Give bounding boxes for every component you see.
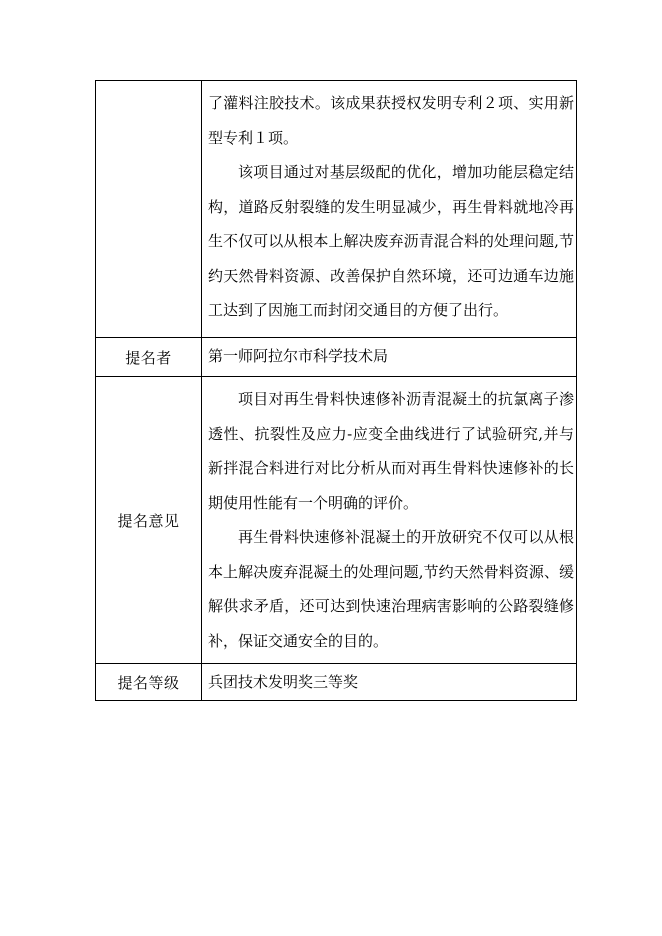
opinion-paragraph-1: 项目对再生骨料快速修补沥青混凝土的抗氯离子渗透性、抗裂性及应力-应变全曲线进行了试验研究,并与新拌混合料进行对比分析从而对再生骨料快速修补的长期使用性能有一个明确的评价。 (208, 390, 574, 512)
table-row-nominator (96, 338, 577, 377)
nominator-value: 第一师阿拉尔市科学技术局 (202, 338, 577, 377)
table-row-opinion (96, 377, 577, 664)
continuation-content-cell (202, 81, 577, 338)
opinion-content-cell (202, 377, 577, 664)
level-value: 兵团技术发明奖三等奖 (202, 664, 577, 701)
continuation-paragraph-2: 该项目通过对基层级配的优化，增加功能层稳定结构，道路反射裂缝的发生明显减少，再生骨料就地冷再生不仅可以从根本上解决废弃沥青混合料的处理问题,节约天然骨料资源、改善保护自然环境，还可边通车边施工达到了因施工而封闭交通目的方便了出行。 (208, 163, 574, 319)
opinion-paragraph-2: 再生骨料快速修补混凝土的开放研究不仅可以从根本上解决废弃混凝土的处理问题,节约天然骨料资源、缓解供求矛盾，还可达到快速治理病害影响的公路裂缝修补，保证交通安全的目的。 (208, 528, 574, 650)
opinion-label: 提名意见 (96, 377, 202, 664)
continuation-label-cell (96, 81, 202, 338)
nominator-label: 提名者 (96, 338, 202, 377)
continuation-paragraph-1: 了灌料注胶技术。该成果获授权发明专利２项、实用新型专利１项。 (208, 94, 574, 147)
level-label: 提名等级 (96, 664, 202, 701)
nomination-form-table (95, 80, 577, 701)
table-row-continuation (96, 81, 577, 338)
table-row-level (96, 664, 577, 701)
